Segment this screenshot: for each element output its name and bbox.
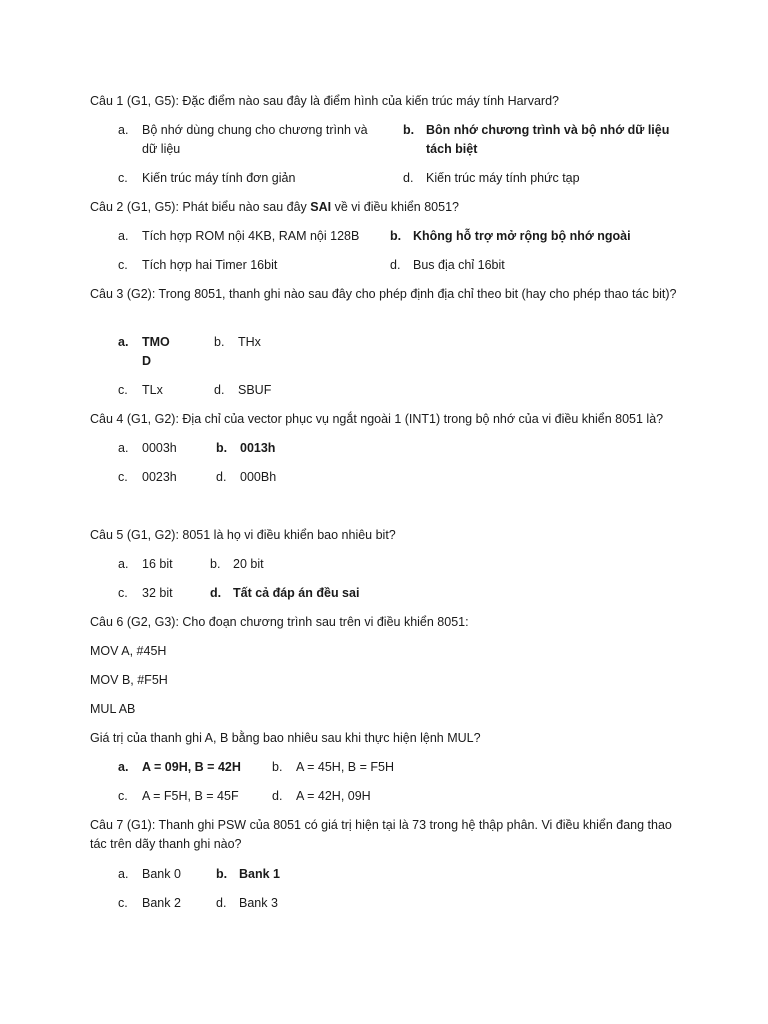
option-text: Kiến trúc máy tính phức tạp [426, 171, 580, 185]
option-text: TMO [142, 335, 170, 349]
question-3-title: Câu 3 (G2): Trong 8051, thanh ghi nào sau đây cho phép định địa chỉ theo bit (hay cho phép thao tác bit)? [90, 287, 677, 301]
question-2-title [90, 198, 459, 217]
option-text: Tất cả đáp án đều sai [233, 586, 360, 600]
code-line: MOV B, #F5H [90, 673, 168, 687]
option-text: 20 bit [233, 557, 264, 571]
option-label: d. [272, 789, 283, 803]
option-text: 000Bh [240, 470, 277, 484]
option-text: 0023h [142, 470, 177, 484]
option-text: A = 42H, 09H [296, 789, 371, 803]
option-label: b. [272, 760, 283, 774]
title-emphasis: SAI [310, 200, 332, 214]
option-text-wrap: D [142, 354, 152, 368]
option-text: Tích hợp ROM nội 4KB, RAM nội 128B [142, 229, 360, 243]
title-text: về vi điều khiển 8051? [331, 200, 459, 214]
question-6-title: Câu 6 (G2, G3): Cho đoạn chương trình sau trên vi điều khiển 8051: [90, 615, 469, 629]
option-text: Bank 2 [142, 896, 181, 910]
question-5-title: Câu 5 (G1, G2): 8051 là họ vi điều khiển bao nhiêu bit? [90, 528, 396, 542]
option-text: Bank 0 [142, 867, 181, 881]
question-7-title: Câu 7 (G1): Thanh ghi PSW của 8051 có giá trị hiện tại là 73 trong hệ thập phân. Vi điều khiển đang thao tác trên dãy thanh ghi nào? [90, 818, 672, 851]
question-4-title: Câu 4 (G1, G2): Địa chỉ của vector phục vụ ngắt ngoài 1 (INT1) trong bộ nhớ của vi điều khiển 8051 là? [90, 412, 664, 426]
option-text: Kiến trúc máy tính đơn giản [142, 171, 296, 185]
option-label: c. [118, 896, 128, 910]
option-text: SBUF [238, 383, 272, 397]
option-label: a. [118, 557, 129, 571]
option-label: d. [210, 586, 222, 600]
option-text: Bộ nhớ dùng chung cho chương trình và dữ liệu [142, 123, 368, 156]
option-label: a. [118, 335, 129, 349]
option-text: Tích hợp hai Timer 16bit [142, 258, 278, 272]
option-label: d. [390, 258, 401, 272]
code-line: MOV A, #45H [90, 644, 167, 658]
option-text: 0003h [142, 441, 177, 455]
option-label: a. [118, 867, 129, 881]
title-text: Câu 2 (G1, G5): Phát biểu nào sau đây [90, 200, 311, 214]
option-text: Bus địa chỉ 16bit [413, 258, 505, 272]
option-text: Bôn nhớ chương trình và bộ nhớ dữ liệu tách biệt [426, 123, 670, 156]
option-label: c. [118, 586, 128, 600]
option-label: a. [118, 123, 129, 137]
question-6-prompt: Giá trị của thanh ghi A, B bằng bao nhiêu sau khi thực hiện lệnh MUL? [90, 731, 481, 745]
option-label: d. [403, 171, 414, 185]
option-text: A = F5H, B = 45F [142, 789, 239, 803]
option-text: TLx [142, 383, 163, 397]
option-text: 16 bit [142, 557, 173, 571]
option-text: 32 bit [142, 586, 173, 600]
option-label: b. [216, 867, 228, 881]
option-label: d. [214, 383, 225, 397]
option-text: Không hỗ trợ mở rộng bộ nhớ ngoài [413, 229, 631, 243]
option-label: d. [216, 470, 227, 484]
code-line: MUL AB [90, 702, 136, 716]
option-label: b. [216, 441, 228, 455]
option-label: c. [118, 789, 128, 803]
option-text: A = 09H, B = 42H [142, 760, 241, 774]
option-text: Bank 1 [239, 867, 280, 881]
option-label: a. [118, 441, 129, 455]
option-label: c. [118, 258, 128, 272]
option-label: d. [216, 896, 227, 910]
option-label: c. [118, 470, 128, 484]
option-label: c. [118, 171, 128, 185]
option-text: A = 45H, B = F5H [296, 760, 394, 774]
option-label: a. [118, 760, 129, 774]
option-text: 0013h [240, 441, 276, 455]
question-1-title: Câu 1 (G1, G5): Đặc điểm nào sau đây là điểm hình của kiến trúc máy tính Harvard? [90, 94, 559, 108]
option-label: c. [118, 383, 128, 397]
option-label: b. [214, 335, 225, 349]
option-label: a. [118, 229, 129, 243]
option-text: THx [238, 335, 261, 349]
option-label: b. [390, 229, 402, 243]
option-label: b. [210, 557, 221, 571]
option-text: Bank 3 [239, 896, 278, 910]
option-label: b. [403, 123, 415, 137]
